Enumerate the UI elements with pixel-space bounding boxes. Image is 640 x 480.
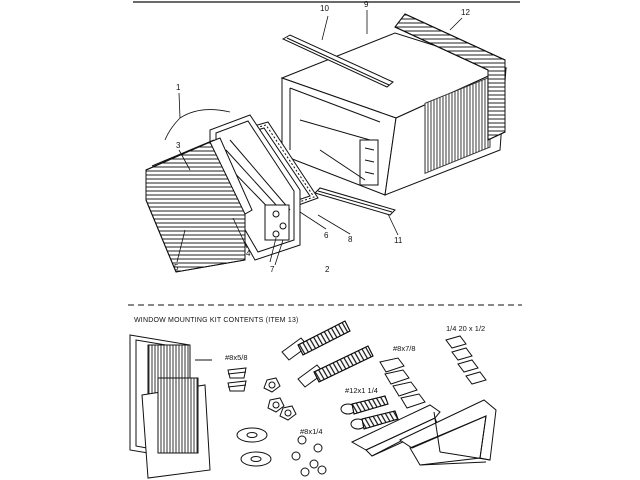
callout-6: 6	[324, 231, 329, 240]
kit-screw-set-3	[446, 336, 486, 384]
kit-size-label-12x1-1-4: #12x1 1/4	[345, 386, 378, 395]
callout-5: 5	[174, 263, 179, 272]
kit-size-label-8x1-4: #8x1/4	[300, 427, 323, 436]
callout-12: 12	[461, 8, 470, 17]
kit-side-panel	[130, 335, 212, 478]
callout-7: 7	[270, 265, 275, 274]
callout-4: 4	[246, 249, 251, 258]
callout-3: 3	[176, 141, 181, 150]
kit-screw-set-1	[228, 368, 246, 391]
kit-screw-set-5	[292, 436, 326, 476]
kit-section-title: WINDOW MOUNTING KIT CONTENTS (ITEM 13)	[134, 317, 299, 324]
kit-support-brackets	[352, 400, 496, 465]
kit-size-label-quarter-20: 1/4 20 x 1/2	[446, 324, 486, 333]
kit-size-label-8x5-8: #8x5/8	[225, 353, 248, 362]
callout-1: 1	[176, 83, 181, 92]
kit-long-bolts	[282, 321, 373, 387]
callout-11: 11	[394, 236, 403, 245]
callout-9: 9	[364, 0, 369, 9]
callout-2: 2	[325, 265, 330, 274]
callout-8: 8	[348, 235, 353, 244]
kit-size-label-8x7-8: #8x7/8	[393, 344, 416, 353]
callout-10: 10	[320, 4, 329, 13]
kit-nuts-washers	[237, 378, 296, 466]
